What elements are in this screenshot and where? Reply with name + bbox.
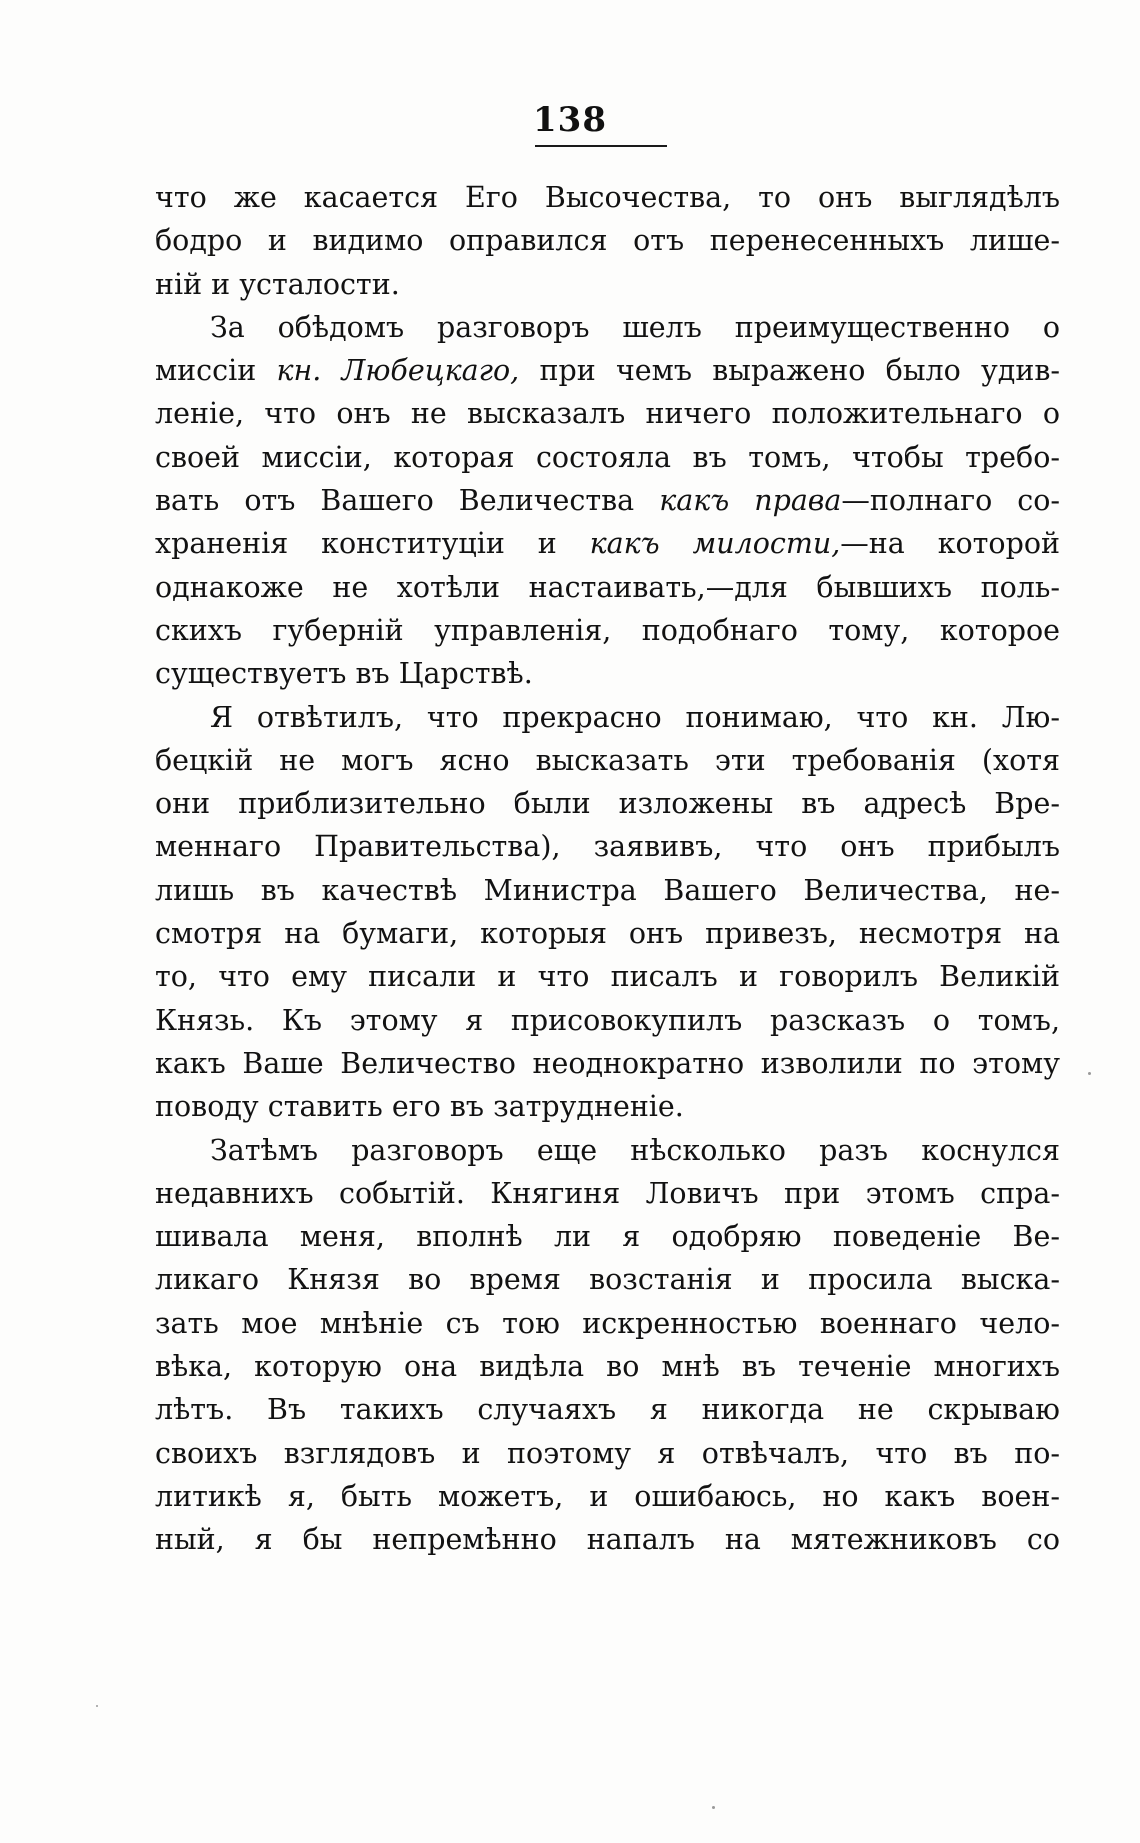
text-line bbox=[155, 696, 1060, 739]
text-line bbox=[155, 1345, 1060, 1388]
text-segment: смотря на бумаги, которыя онъ привезъ, несмотря на bbox=[155, 917, 1060, 951]
text-line bbox=[155, 609, 1060, 652]
body-text bbox=[155, 176, 1060, 1562]
scan-speck bbox=[1088, 1072, 1091, 1075]
paragraph bbox=[155, 306, 1060, 696]
paragraph bbox=[155, 696, 1060, 1129]
text-segment: храненія конституціи и bbox=[155, 527, 590, 561]
text-segment: —на которой bbox=[840, 527, 1060, 561]
text-line bbox=[155, 999, 1060, 1042]
paragraph bbox=[155, 176, 1060, 306]
text-line bbox=[155, 263, 1060, 306]
text-line bbox=[155, 869, 1060, 912]
text-line bbox=[155, 176, 1060, 219]
text-segment: своей миссіи, которая состояла въ томъ, чтобы требо- bbox=[155, 440, 1060, 474]
header-rule bbox=[535, 145, 667, 147]
text-segment: своихъ взглядовъ и поэтому я отвѣчалъ, что въ по- bbox=[155, 1436, 1060, 1470]
text-segment: ный, я бы непремѣнно напалъ на мятежниковъ со bbox=[155, 1523, 1060, 1557]
text-line bbox=[155, 1042, 1060, 1085]
text-segment: они приблизительно были изложены въ адресѣ Вре- bbox=[155, 787, 1060, 821]
text-segment: вать отъ Вашего Величества bbox=[155, 484, 660, 518]
text-segment: миссіи bbox=[155, 354, 277, 388]
text-line bbox=[155, 1432, 1060, 1475]
text-line bbox=[155, 436, 1060, 479]
scan-speck bbox=[712, 1806, 715, 1809]
text-line bbox=[155, 1129, 1060, 1172]
text-segment: при чемъ выражено было удив- bbox=[519, 354, 1060, 388]
text-line bbox=[155, 349, 1060, 392]
text-segment: Затѣмъ разговоръ еще нѣсколько разъ коснулся bbox=[210, 1133, 1060, 1167]
text-segment: то, что ему писали и что писалъ и говорилъ Великій bbox=[155, 960, 1060, 994]
text-line bbox=[155, 479, 1060, 522]
text-line bbox=[155, 912, 1060, 955]
scan-speck bbox=[96, 1705, 98, 1707]
text-line bbox=[155, 522, 1060, 565]
text-segment: однакоже не хотѣли настаивать,—для бывшихъ поль- bbox=[155, 570, 1060, 604]
text-segment: какъ Ваше Величество неоднократно изволили по этому bbox=[155, 1046, 1060, 1080]
text-segment: зать мое мнѣніе съ тою искренностью военнаго чело- bbox=[155, 1306, 1060, 1340]
text-line bbox=[155, 306, 1060, 349]
text-segment: леніе, что онъ не высказалъ ничего положительнаго о bbox=[155, 397, 1060, 431]
text-segment: Князь. Къ этому я присовокупилъ разсказъ о томъ, bbox=[155, 1003, 1060, 1037]
text-line bbox=[155, 825, 1060, 868]
page-number-container bbox=[0, 100, 1140, 140]
text-segment: лѣтъ. Въ такихъ случаяхъ я никогда не скрываю bbox=[155, 1393, 1060, 1427]
text-line bbox=[155, 392, 1060, 435]
text-segment: ній и усталости. bbox=[155, 267, 400, 301]
text-segment: ликаго Князя во время возстанія и просила выска- bbox=[155, 1263, 1060, 1297]
text-segment: литикѣ я, быть можетъ, и ошибаюсь, но какъ воен- bbox=[155, 1479, 1060, 1513]
text-line bbox=[155, 1172, 1060, 1215]
paragraph bbox=[155, 1129, 1060, 1562]
text-line bbox=[155, 1258, 1060, 1301]
italic-text: кн. Любецкаго, bbox=[276, 354, 520, 388]
text-line bbox=[155, 219, 1060, 262]
text-line bbox=[155, 955, 1060, 998]
text-segment: что же касается Его Высочества, то онъ выглядѣлъ bbox=[155, 181, 1060, 214]
text-line bbox=[155, 739, 1060, 782]
text-segment: бецкій не могъ ясно высказать эти требованія (хотя bbox=[155, 743, 1060, 777]
text-line bbox=[155, 1518, 1060, 1561]
text-line bbox=[155, 566, 1060, 609]
text-segment: За обѣдомъ разговоръ шелъ преимущественно о bbox=[210, 310, 1060, 344]
text-line bbox=[155, 1302, 1060, 1345]
text-line bbox=[155, 652, 1060, 695]
text-segment: Я отвѣтилъ, что прекрасно понимаю, что кн. Лю- bbox=[210, 700, 1060, 734]
text-segment: скихъ губерній управленія, подобнаго тому, которое bbox=[155, 613, 1060, 647]
text-line bbox=[155, 1475, 1060, 1518]
text-segment: поводу ставить его въ затрудненіе. bbox=[155, 1090, 684, 1124]
text-segment: вѣка, которую она видѣла во мнѣ въ теченіе многихъ bbox=[155, 1350, 1060, 1384]
text-line bbox=[155, 1085, 1060, 1128]
text-segment: меннаго Правительства), заявивъ, что онъ прибылъ bbox=[155, 830, 1060, 864]
italic-text: какъ милости, bbox=[589, 527, 841, 561]
text-line bbox=[155, 1388, 1060, 1431]
text-segment: существуетъ въ Царствѣ. bbox=[155, 657, 533, 691]
text-line bbox=[155, 1215, 1060, 1258]
text-segment: лишь въ качествѣ Министра Вашего Величества, не- bbox=[155, 873, 1060, 907]
text-segment: недавнихъ событій. Княгиня Ловичъ при этомъ спра- bbox=[155, 1176, 1060, 1210]
text-segment: —полнаго со- bbox=[841, 484, 1060, 518]
italic-text: какъ права bbox=[659, 484, 842, 518]
page-number: 138 bbox=[533, 100, 607, 140]
text-line bbox=[155, 782, 1060, 825]
text-segment: шивала меня, вполнѣ ли я одобряю поведеніе Ве- bbox=[155, 1220, 1060, 1254]
text-segment: бодро и видимо оправился отъ перенесенныхъ лише- bbox=[155, 224, 1060, 258]
